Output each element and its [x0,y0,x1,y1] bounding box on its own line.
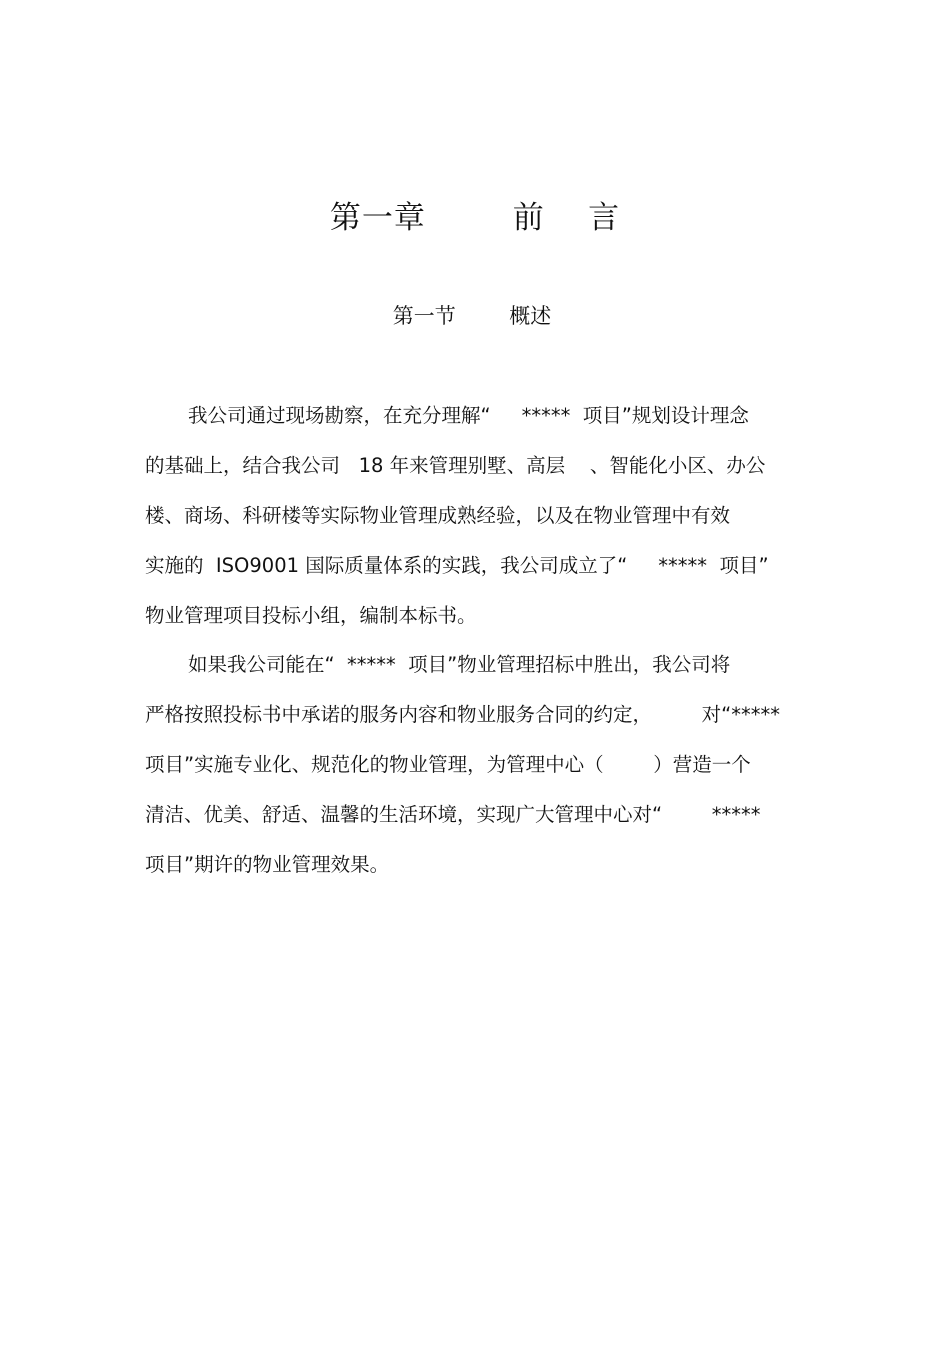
paragraph-1-line-2: 的基础上，结合我公司 18 年来管理别墅、高层 、智能化小区、办公 [145,454,766,477]
paragraph-1-line-4: 实施的 ISO9001 国际质量体系的实践，我公司成立了“ ***** 项目” [145,554,769,577]
section-title: 第一节 概述 [392,304,552,328]
paragraph-2-line-1: 如果我公司能在“ ***** 项目”物业管理招标中胜出，我公司将 [188,653,731,676]
paragraph-1-line-1: 我公司通过现场勘察，在充分理解“ ***** 项目”规划设计理念 [188,404,749,427]
paragraph-2-line-4: 清洁、优美、舒适、温馨的生活环境，实现广大管理中心对“ ***** [145,803,761,826]
chapter-title: 第一章 前 言 [329,200,621,236]
paragraph-2-line-5: 项目”期许的物业管理效果。 [145,853,390,876]
paragraph-2-line-2: 严格按照投标书中承诺的服务内容和物业服务合同的约定， 对“***** [145,703,780,726]
paragraph-1-line-5: 物业管理项目投标小组，编制本标书。 [145,604,477,627]
paragraph-2-line-3: 项目”实施专业化、规范化的物业管理，为管理中心（ ）营造一个 [145,753,751,776]
paragraph-1-line-3: 楼、商场、科研楼等实际物业管理成熟经验，以及在物业管理中有效 [145,504,731,527]
